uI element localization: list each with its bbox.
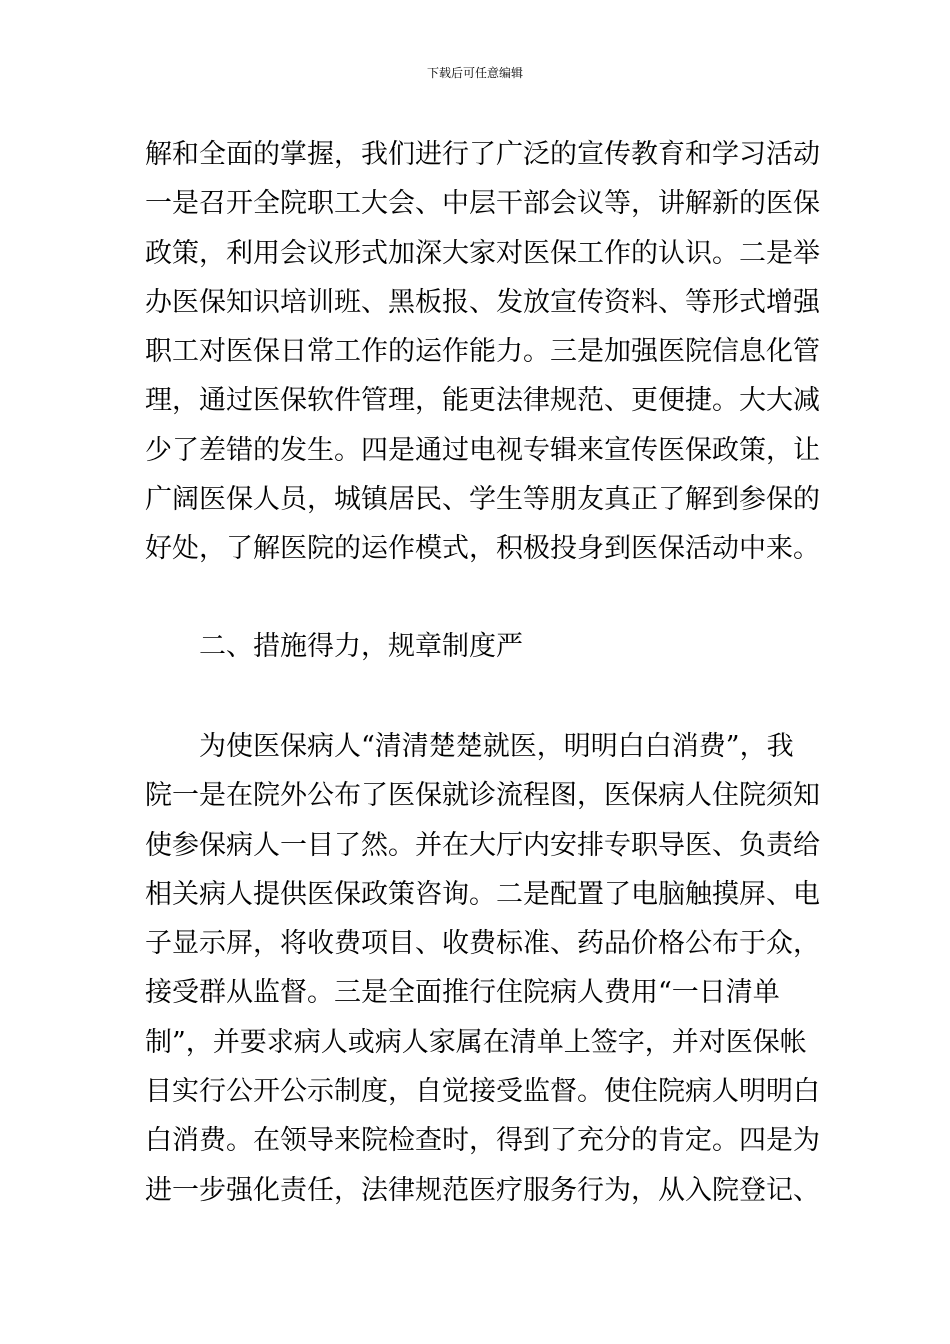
page-header: 下载后可任意编辑 [426, 66, 523, 80]
paragraph-2 [145, 722, 820, 1215]
paragraph-line: 制”，并要求病人或病人家属在清单上签字，并对医保帐 [145, 1026, 807, 1058]
paragraph-line: 解和全面的掌握，我们进行了广泛的宣传教育和学习活动 [145, 139, 820, 170]
paragraph-line: 为使医保病人“清清楚楚就医，明明白白消费”，我 [199, 731, 794, 762]
paragraph-line: 院一是在院外公布了医保就诊流程图，医保病人住院须知 [145, 780, 820, 812]
paragraph-line: 进一步强化责任，法律规范医疗服务行为，从入院登记、 [145, 1174, 820, 1206]
paragraph-1 [145, 130, 820, 574]
paragraph-line: 相关病人提供医保政策咨询。二是配置了电脑触摸屏、电 [145, 878, 820, 910]
paragraph-line: 理，通过医保软件管理，能更法律规范、更便捷。大大减 [145, 385, 820, 417]
paragraph-line: 白消费。在领导来院检查时，得到了充分的肯定。四是为 [145, 1125, 820, 1157]
paragraph-line: 使参保病人一目了然。并在大厅内安排专职导医、负责给 [145, 829, 820, 861]
paragraph-line: 目实行公开公示制度，自觉接受监督。使住院病人明明白 [145, 1076, 820, 1108]
section-heading: 二、措施得力，规章制度严 [199, 631, 523, 662]
section-heading-block [145, 622, 807, 671]
paragraph-line: 接受群从监督。三是全面推行住院病人费用“一日清单 [145, 977, 780, 1009]
paragraph-line: 职工对医保日常工作的运作能力。三是加强医院信息化管 [145, 336, 820, 368]
paragraph-line: 政策，利用会议形式加深大家对医保工作的认识。二是举 [145, 237, 820, 269]
paragraph-line: 子显示屏，将收费项目、收费标准、药品价格公布于众， [145, 928, 820, 960]
paragraph-line: 一是召开全院职工大会、中层干部会议等，讲解新的医保 [145, 188, 820, 220]
paragraph-line: 少了差错的发生。四是通过电视专辑来宣传医保政策，让 [145, 434, 820, 466]
paragraph-line: 广阔医保人员，城镇居民、学生等朋友真正了解到参保的 [145, 484, 820, 516]
paragraph-line: 办医保知识培训班、黑板报、发放宣传资料、等形式增强 [145, 286, 820, 318]
paragraph-line: 好处，了解医院的运作模式，积极投身到医保活动中来。 [145, 533, 820, 565]
